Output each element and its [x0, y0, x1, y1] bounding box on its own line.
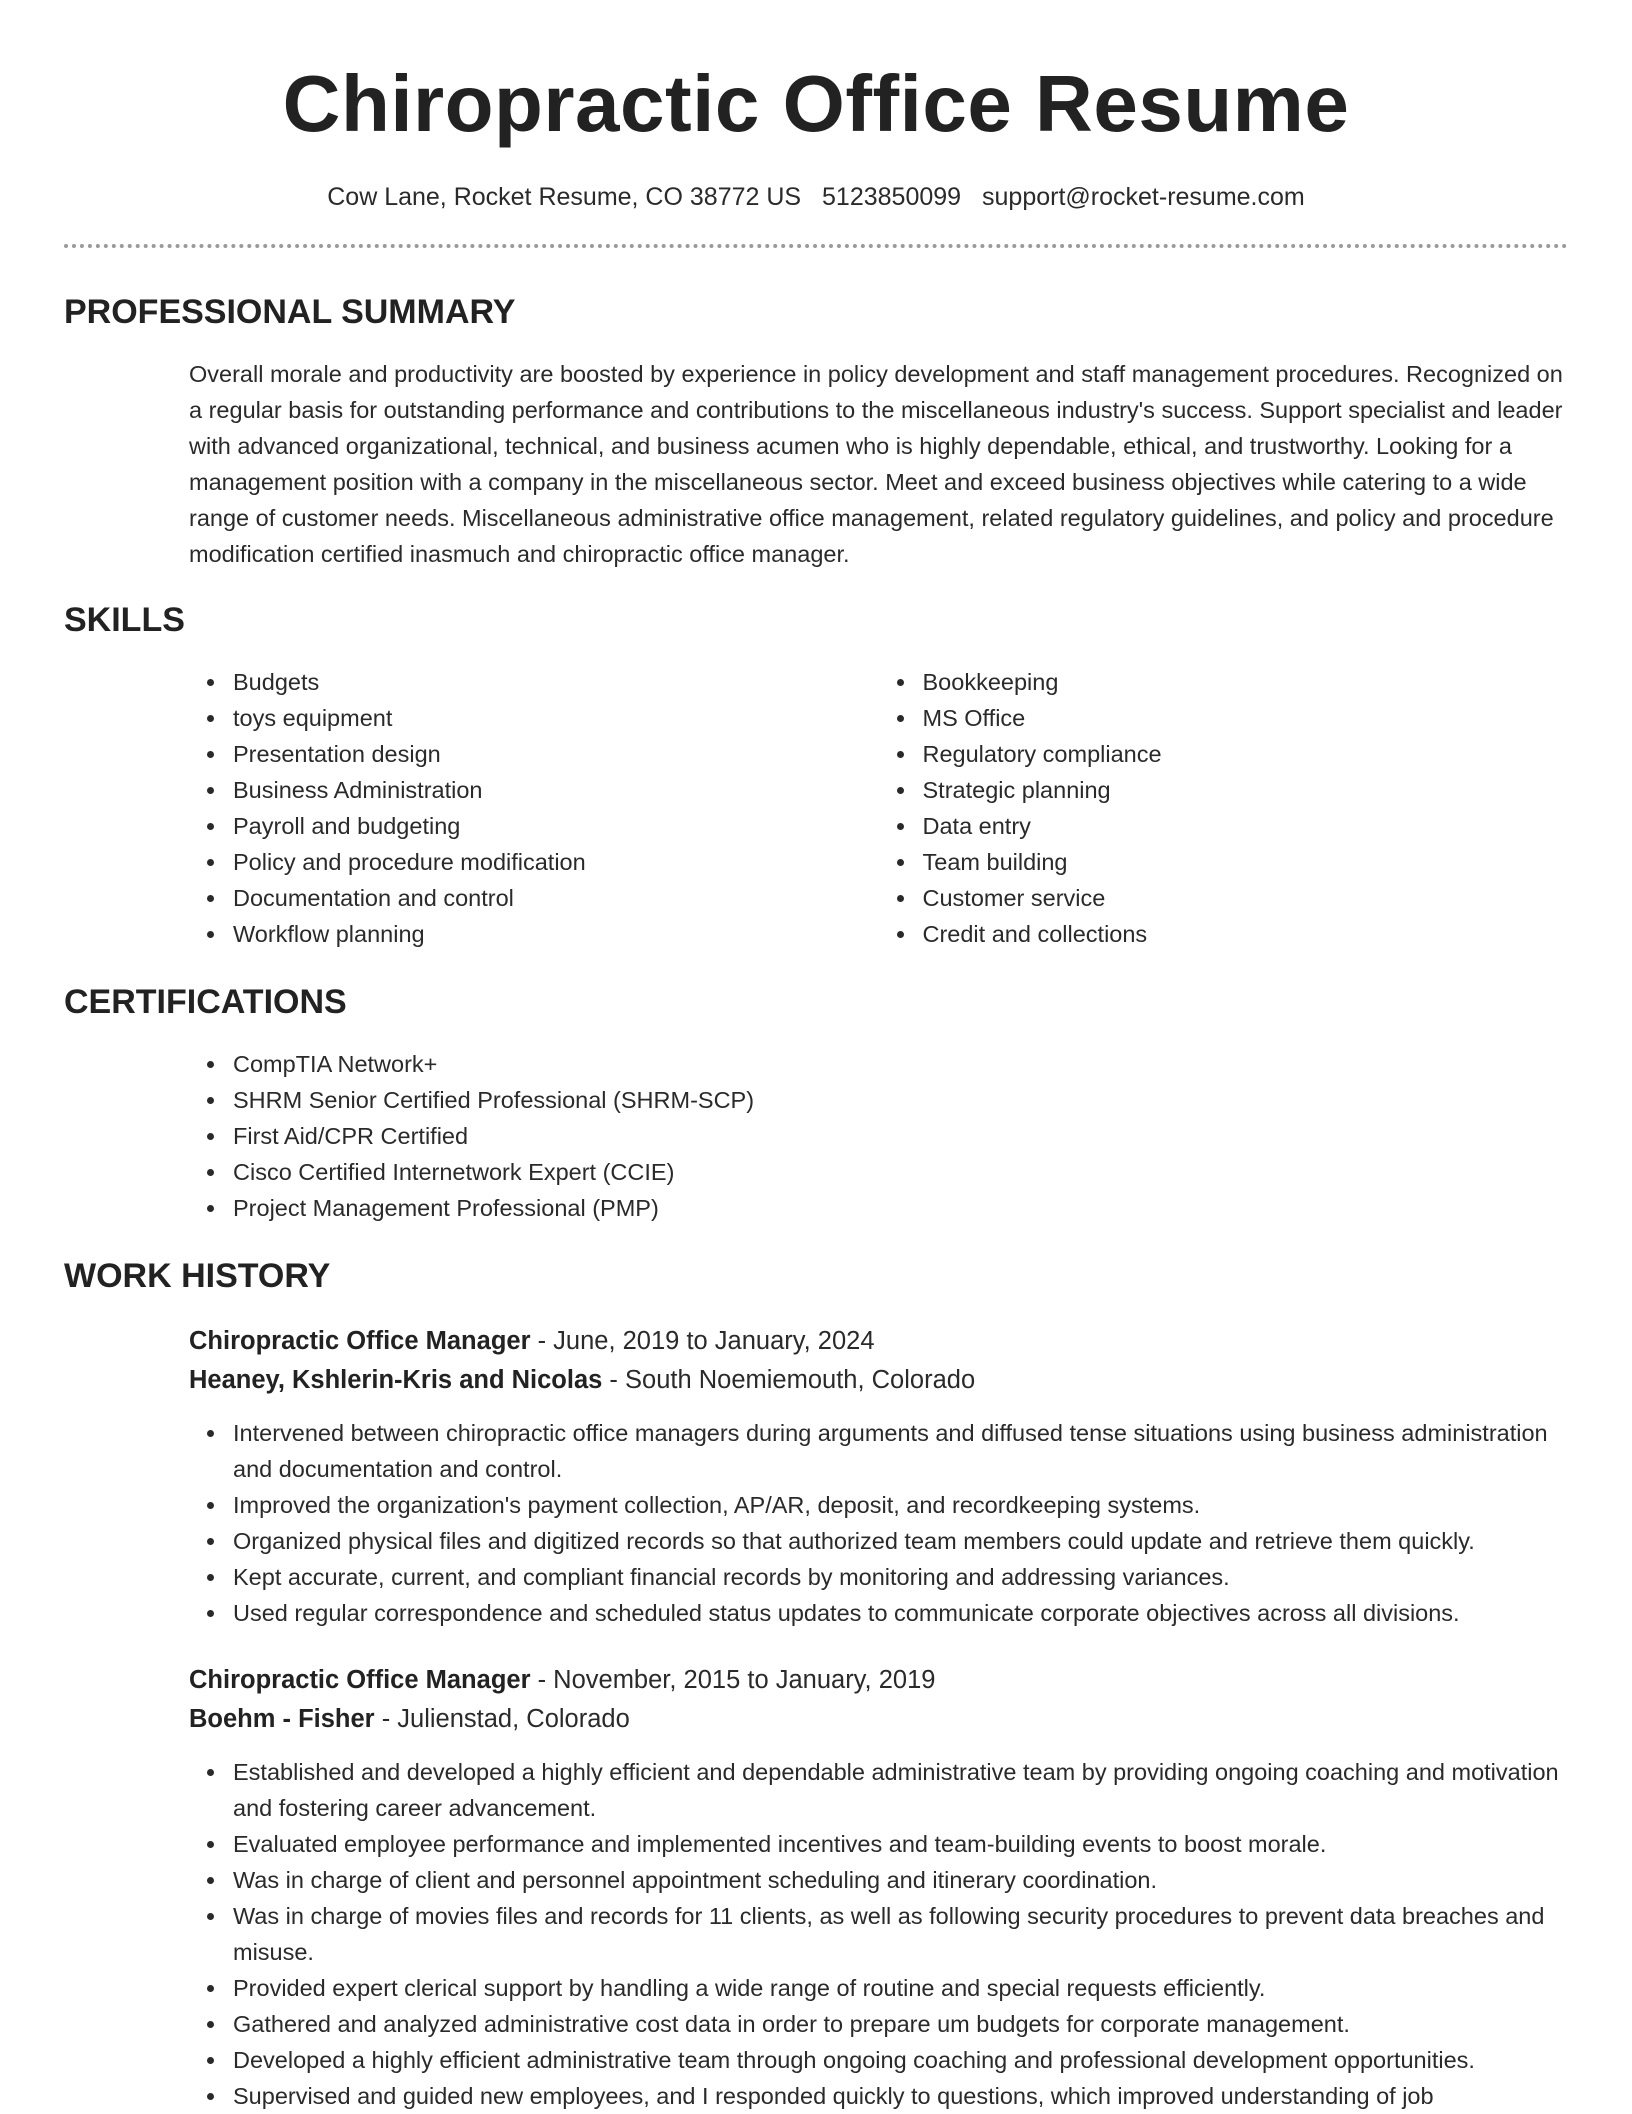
- job-company: Boehm - Fisher: [189, 1705, 375, 1733]
- skill-item: Business Administration: [233, 772, 879, 808]
- work-history-section: [64, 1254, 1568, 2114]
- skill-item: Presentation design: [233, 736, 879, 772]
- job-company: Heaney, Kshlerin-Kris and Nicolas: [189, 1366, 603, 1394]
- job-duty: Was in charge of client and personnel appointment scheduling and itinerary coordination.: [233, 1862, 1568, 1898]
- job-dates: - June, 2019 to January, 2024: [530, 1327, 875, 1355]
- job-title-line: [189, 1322, 1568, 1361]
- job-company-line: [189, 1700, 1568, 1739]
- contact-email: support@rocket-resume.com: [982, 183, 1305, 211]
- job-duty: Used regular correspondence and scheduled status updates to communicate corporate objectives across all divisions.: [233, 1595, 1568, 1631]
- job-location: - South Noemiemouth, Colorado: [602, 1366, 976, 1394]
- skills-list-right: [879, 664, 1569, 952]
- skill-item: toys equipment: [233, 700, 879, 736]
- job-duty: Kept accurate, current, and compliant financial records by monitoring and addressing variances.: [233, 1559, 1568, 1595]
- summary-heading: PROFESSIONAL SUMMARY: [64, 293, 516, 331]
- job-duty: Provided expert clerical support by handling a wide range of routine and special requests efficiently.: [233, 1970, 1568, 2006]
- job-duty: Supervised and guided new employees, and I responded quickly to questions, which improved understanding of job: [233, 2078, 1568, 2114]
- certification-item: CompTIA Network+: [233, 1046, 1568, 1082]
- job-entry: [189, 1322, 1568, 1631]
- certification-item: SHRM Senior Certified Professional (SHRM-SCP): [233, 1082, 1568, 1118]
- skill-item: Policy and procedure modification: [233, 844, 879, 880]
- job-duties-list: [189, 1754, 1568, 2114]
- job-duty: Organized physical files and digitized records so that authorized team members could update and retrieve them quickly.: [233, 1523, 1568, 1559]
- job-location: - Julienstad, Colorado: [374, 1705, 630, 1733]
- job-duty: Gathered and analyzed administrative cost data in order to prepare um budgets for corporate management.: [233, 2006, 1568, 2042]
- skills-grid: [189, 664, 1568, 952]
- contact-address: Cow Lane, Rocket Resume, CO 38772 US: [327, 183, 802, 211]
- resume-title: Chiropractic Office Resume: [282, 59, 1350, 148]
- job-duty: Improved the organization's payment collection, AP/AR, deposit, and recordkeeping systems.: [233, 1487, 1568, 1523]
- skill-item: MS Office: [923, 700, 1569, 736]
- skill-item: Budgets: [233, 664, 879, 700]
- header-divider: [64, 244, 1568, 248]
- job-title: Chiropractic Office Manager: [189, 1666, 531, 1694]
- job-duty: Developed a highly efficient administrative team through ongoing coaching and professional development opportunities.: [233, 2042, 1568, 2078]
- work-history-heading: WORK HISTORY: [64, 1257, 331, 1295]
- skill-item: Documentation and control: [233, 880, 879, 916]
- contact-phone: 5123850099: [822, 183, 962, 211]
- certifications-section: [64, 980, 1568, 1226]
- job-title: Chiropractic Office Manager: [189, 1327, 531, 1355]
- job-duty: Evaluated employee performance and implemented incentives and team-building events to boost morale.: [233, 1826, 1568, 1862]
- skills-heading: SKILLS: [64, 601, 185, 639]
- job-dates: - November, 2015 to January, 2019: [530, 1666, 936, 1694]
- skill-item: Credit and collections: [923, 916, 1569, 952]
- contact-line: [64, 180, 1568, 214]
- job-duties-list: [189, 1415, 1568, 1631]
- skill-item: Team building: [923, 844, 1569, 880]
- skills-section: [64, 598, 1568, 952]
- summary-text: Overall morale and productivity are boosted by experience in policy development and staff management procedures. Recognized on a regular basis for outstanding performance and contributions to the miscellaneous industry's success. Support specialist and leader with advanced organizational, technical, and business acumen who is highly dependable, ethical, and trustworthy. Looking for a management position with a company in the miscellaneous sector. Meet and exceed business objectives while catering to a wide range of customer needs. Miscellaneous administrative office management, related regulatory guidelines, and policy and procedure modification certified inasmuch and chiropractic office manager.: [189, 361, 1563, 567]
- certifications-heading: CERTIFICATIONS: [64, 983, 347, 1021]
- skill-item: Bookkeeping: [923, 664, 1569, 700]
- skill-item: Payroll and budgeting: [233, 808, 879, 844]
- skill-item: Strategic planning: [923, 772, 1569, 808]
- skills-list-left: [189, 664, 879, 952]
- certification-item: Cisco Certified Internetwork Expert (CCIE): [233, 1154, 1568, 1190]
- job-duty: Was in charge of movies files and records for 11 clients, as well as following security procedures to prevent data breaches and misuse.: [233, 1898, 1568, 1970]
- job-entry: [189, 1661, 1568, 2114]
- certification-item: Project Management Professional (PMP): [233, 1190, 1568, 1226]
- job-title-line: [189, 1661, 1568, 1700]
- skill-item: Workflow planning: [233, 916, 879, 952]
- certification-item: First Aid/CPR Certified: [233, 1118, 1568, 1154]
- job-company-line: [189, 1361, 1568, 1400]
- summary-section: [64, 290, 1568, 572]
- job-duty: Established and developed a highly efficient and dependable administrative team by providing ongoing coaching and motivation and fostering career advancement.: [233, 1754, 1568, 1826]
- skill-item: Data entry: [923, 808, 1569, 844]
- skill-item: Regulatory compliance: [923, 736, 1569, 772]
- skill-item: Customer service: [923, 880, 1569, 916]
- certifications-list: [189, 1046, 1568, 1226]
- job-duty: Intervened between chiropractic office managers during arguments and diffused tense situations using business administration and documentation and control.: [233, 1415, 1568, 1487]
